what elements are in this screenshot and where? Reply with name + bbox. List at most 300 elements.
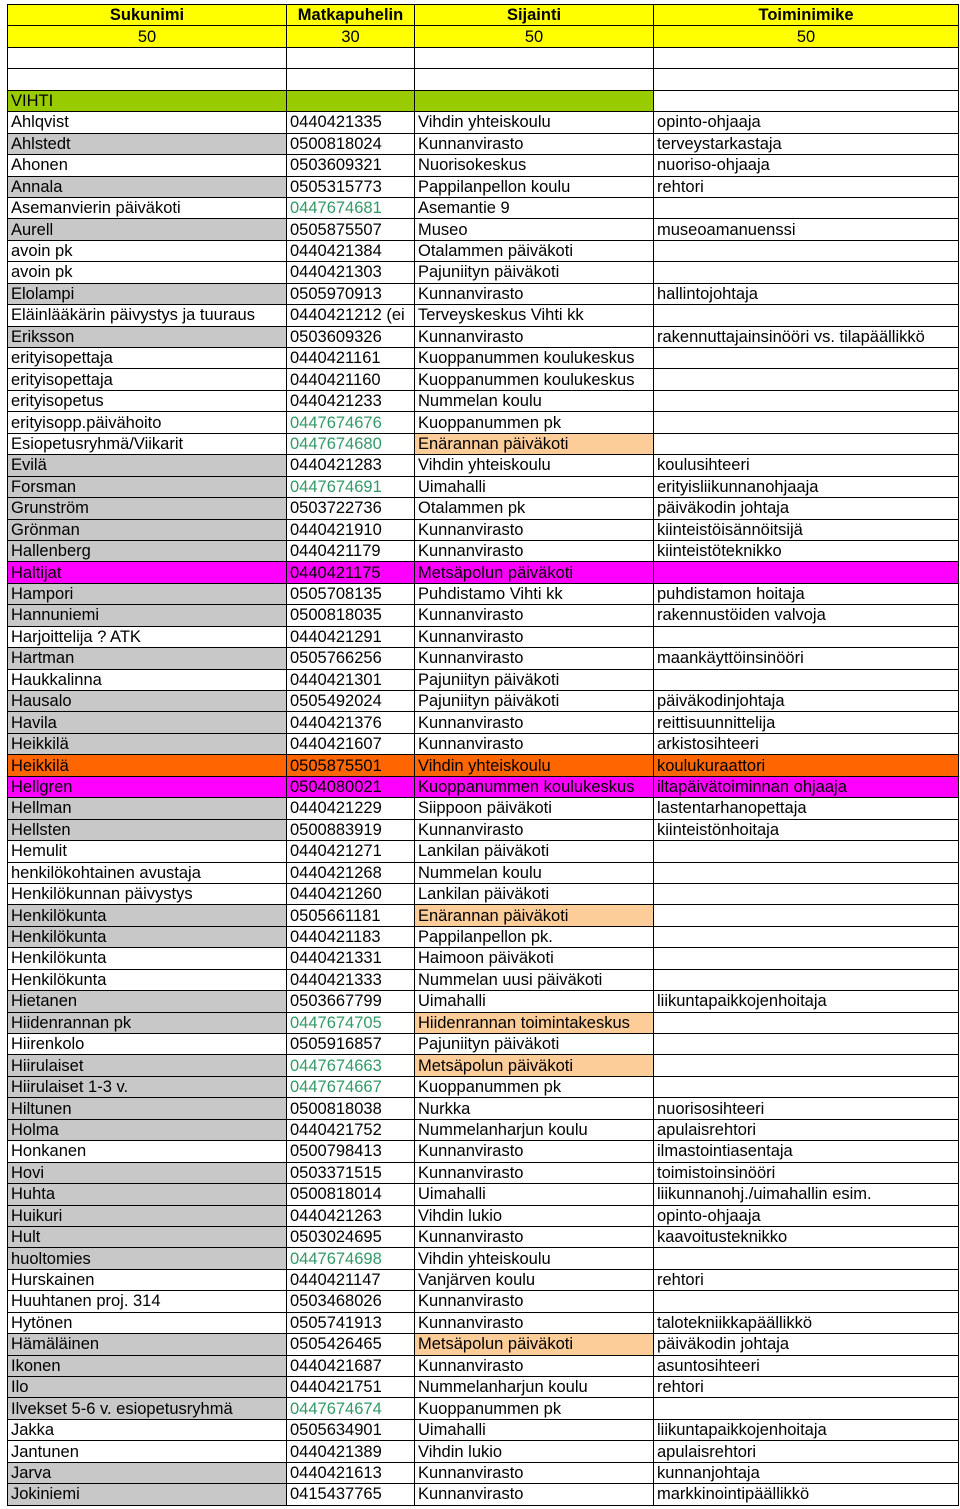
cell-sukunimi[interactable]: Ahlstedt bbox=[8, 133, 287, 154]
cell-sijainti[interactable]: Vihdin yhteiskoulu bbox=[415, 455, 654, 476]
cell-sijainti[interactable]: Kunnanvirasto bbox=[415, 1462, 654, 1483]
header-matkapuhelin[interactable]: Matkapuhelin bbox=[287, 5, 415, 26]
cell-matkapuhelin[interactable]: 0440421331 bbox=[287, 948, 415, 969]
cell-matkapuhelin[interactable]: 0440421233 bbox=[287, 390, 415, 411]
cell-matkapuhelin[interactable]: 0505634901 bbox=[287, 1419, 415, 1440]
cell-sukunimi[interactable]: Hampori bbox=[8, 583, 287, 604]
cell-sijainti[interactable]: Nummelan koulu bbox=[415, 862, 654, 883]
cell-toiminimike[interactable]: lastentarhanopettaja bbox=[654, 798, 959, 819]
cell-sijainti[interactable]: Kunnanvirasto bbox=[415, 648, 654, 669]
cell-toiminimike[interactable]: terveystarkastaja bbox=[654, 133, 959, 154]
cell-toiminimike[interactable]: päiväkodin johtaja bbox=[654, 1334, 959, 1355]
cell-sijainti[interactable]: Kunnanvirasto bbox=[415, 1355, 654, 1376]
cell-sijainti[interactable]: Kunnanvirasto bbox=[415, 1226, 654, 1247]
cell-toiminimike[interactable]: hallintojohtaja bbox=[654, 283, 959, 304]
cell-toiminimike[interactable]: rehtori bbox=[654, 1377, 959, 1398]
cell-toiminimike[interactable]: liikunnanohj./uimahallin esim. bbox=[654, 1184, 959, 1205]
cell-sukunimi[interactable]: Huuhtanen proj. 314 bbox=[8, 1291, 287, 1312]
cell-toiminimike[interactable] bbox=[654, 1012, 959, 1033]
cell-toiminimike[interactable]: iltapäivätoiminnan ohjaaja bbox=[654, 776, 959, 797]
cell-matkapuhelin[interactable]: 0440421183 bbox=[287, 926, 415, 947]
cell-matkapuhelin[interactable]: 0505766256 bbox=[287, 648, 415, 669]
cell-sukunimi[interactable]: Grönman bbox=[8, 519, 287, 540]
cell-sijainti[interactable]: Nurkka bbox=[415, 1098, 654, 1119]
width-sijainti[interactable]: 50 bbox=[415, 26, 654, 47]
table-row bbox=[8, 1269, 959, 1290]
cell-sijainti[interactable]: Nummelanharjun koulu bbox=[415, 1119, 654, 1140]
cell-sijainti[interactable]: Enärannan päiväkoti bbox=[415, 905, 654, 926]
cell-sukunimi[interactable]: Eriksson bbox=[8, 326, 287, 347]
cell-matkapuhelin[interactable]: 0440421160 bbox=[287, 369, 415, 390]
cell-sukunimi[interactable]: avoin pk bbox=[8, 262, 287, 283]
cell-sukunimi[interactable]: Eläinlääkärin päivystys ja tuuraus bbox=[8, 305, 287, 326]
cell-toiminimike[interactable] bbox=[654, 369, 959, 390]
table-row bbox=[8, 948, 959, 969]
cell-toiminimike[interactable] bbox=[654, 669, 959, 690]
cell-matkapuhelin[interactable]: 0447674681 bbox=[287, 197, 415, 218]
cell-sukunimi[interactable]: Jarva bbox=[8, 1462, 287, 1483]
cell-toiminimike[interactable]: puhdistamon hoitaja bbox=[654, 583, 959, 604]
cell-matkapuhelin[interactable]: 0440421212 (ei bbox=[287, 305, 415, 326]
cell-sukunimi[interactable]: Ilo bbox=[8, 1377, 287, 1398]
table-row bbox=[8, 1462, 959, 1483]
cell-toiminimike[interactable]: toimistoinsinööri bbox=[654, 1162, 959, 1183]
cell-sijainti[interactable]: Terveyskeskus Vihti kk bbox=[415, 305, 654, 326]
cell-sijainti[interactable]: Puhdistamo Vihti kk bbox=[415, 583, 654, 604]
cell-toiminimike[interactable]: rehtori bbox=[654, 1269, 959, 1290]
cell-sukunimi[interactable]: Hult bbox=[8, 1226, 287, 1247]
cell-toiminimike[interactable] bbox=[654, 841, 959, 862]
cell-sukunimi[interactable]: Hiirenkolo bbox=[8, 1034, 287, 1055]
empty-cell[interactable] bbox=[287, 90, 415, 111]
cell-matkapuhelin[interactable]: 0440421613 bbox=[287, 1462, 415, 1483]
cell-sukunimi[interactable]: Heikkilä bbox=[8, 755, 287, 776]
cell-matkapuhelin[interactable]: 0447674698 bbox=[287, 1248, 415, 1269]
cell-sukunimi[interactable]: Hellgren bbox=[8, 776, 287, 797]
table-row bbox=[8, 669, 959, 690]
cell-toiminimike[interactable] bbox=[654, 262, 959, 283]
width-toiminimike[interactable]: 50 bbox=[654, 26, 959, 47]
cell-sijainti[interactable]: Vihdin yhteiskoulu bbox=[415, 112, 654, 133]
table-row bbox=[8, 219, 959, 240]
cell-toiminimike[interactable] bbox=[654, 197, 959, 218]
cell-toiminimike[interactable] bbox=[654, 1076, 959, 1097]
cell-sijainti[interactable]: Haimoon päiväkoti bbox=[415, 948, 654, 969]
cell-toiminimike[interactable] bbox=[654, 948, 959, 969]
cell-sukunimi[interactable]: Hallenberg bbox=[8, 540, 287, 561]
cell-toiminimike[interactable] bbox=[654, 240, 959, 261]
cell-sukunimi[interactable]: Jantunen bbox=[8, 1441, 287, 1462]
cell-sijainti[interactable]: Kunnanvirasto bbox=[415, 133, 654, 154]
cell-sijainti[interactable]: Pappilanpellon pk. bbox=[415, 926, 654, 947]
cell-sukunimi[interactable]: Forsman bbox=[8, 476, 287, 497]
cell-toiminimike[interactable] bbox=[654, 562, 959, 583]
table-row bbox=[8, 412, 959, 433]
cell-matkapuhelin[interactable]: 0440421384 bbox=[287, 240, 415, 261]
cell-sukunimi[interactable]: Hartman bbox=[8, 648, 287, 669]
cell-sijainti[interactable]: Pappilanpellon koulu bbox=[415, 176, 654, 197]
cell-matkapuhelin[interactable]: 0503667799 bbox=[287, 991, 415, 1012]
table-row bbox=[8, 819, 959, 840]
cell-sijainti[interactable]: Kuoppanummen koulukeskus bbox=[415, 776, 654, 797]
cell-matkapuhelin[interactable]: 0440421687 bbox=[287, 1355, 415, 1376]
cell-matkapuhelin[interactable]: 0440421752 bbox=[287, 1119, 415, 1140]
cell-matkapuhelin[interactable]: 0440421175 bbox=[287, 562, 415, 583]
cell-toiminimike[interactable]: erityisliikunnanohjaaja bbox=[654, 476, 959, 497]
cell-sukunimi[interactable]: Holma bbox=[8, 1119, 287, 1140]
cell-matkapuhelin[interactable]: 0503024695 bbox=[287, 1226, 415, 1247]
cell-matkapuhelin[interactable]: 0503468026 bbox=[287, 1291, 415, 1312]
cell-toiminimike[interactable]: asuntosihteeri bbox=[654, 1355, 959, 1376]
empty-cell[interactable] bbox=[287, 69, 415, 90]
header-toiminimike[interactable]: Toiminimike bbox=[654, 5, 959, 26]
cell-sukunimi[interactable]: Hiidenrannan pk bbox=[8, 1012, 287, 1033]
cell-matkapuhelin[interactable]: 0440421303 bbox=[287, 262, 415, 283]
cell-sijainti[interactable]: Kunnanvirasto bbox=[415, 283, 654, 304]
header-sukunimi[interactable]: Sukunimi bbox=[8, 5, 287, 26]
cell-toiminimike[interactable]: talotekniikkapäällikkö bbox=[654, 1312, 959, 1333]
cell-matkapuhelin[interactable]: 0415437765 bbox=[287, 1484, 415, 1505]
cell-sukunimi[interactable]: Henkilökunta bbox=[8, 926, 287, 947]
cell-toiminimike[interactable] bbox=[654, 1291, 959, 1312]
cell-matkapuhelin[interactable]: 0440421147 bbox=[287, 1269, 415, 1290]
cell-toiminimike[interactable] bbox=[654, 926, 959, 947]
cell-sukunimi[interactable]: Aurell bbox=[8, 219, 287, 240]
cell-sijainti[interactable]: Nummelan uusi päiväkoti bbox=[415, 969, 654, 990]
cell-sukunimi[interactable]: Ikonen bbox=[8, 1355, 287, 1376]
cell-sukunimi[interactable]: Hiirulaiset 1-3 v. bbox=[8, 1076, 287, 1097]
cell-sijainti[interactable]: Kunnanvirasto bbox=[415, 519, 654, 540]
table-row bbox=[8, 1484, 959, 1505]
cell-toiminimike[interactable]: liikuntapaikkojenhoitaja bbox=[654, 1419, 959, 1440]
cell-sukunimi[interactable]: Hellman bbox=[8, 798, 287, 819]
cell-toiminimike[interactable]: kunnanjohtaja bbox=[654, 1462, 959, 1483]
cell-matkapuhelin[interactable]: 0505661181 bbox=[287, 905, 415, 926]
cell-sijainti[interactable]: Siippoon päiväkoti bbox=[415, 798, 654, 819]
empty-cell[interactable] bbox=[654, 90, 959, 111]
cell-toiminimike[interactable]: päiväkodinjohtaja bbox=[654, 691, 959, 712]
cell-toiminimike[interactable] bbox=[654, 883, 959, 904]
cell-sijainti[interactable]: Kunnanvirasto bbox=[415, 540, 654, 561]
cell-matkapuhelin[interactable]: 0440421268 bbox=[287, 862, 415, 883]
cell-matkapuhelin[interactable]: 0447674691 bbox=[287, 476, 415, 497]
cell-matkapuhelin[interactable]: 0440421260 bbox=[287, 883, 415, 904]
cell-toiminimike[interactable]: opinto-ohjaaja bbox=[654, 1205, 959, 1226]
cell-sijainti[interactable]: Metsäpolun päiväkoti bbox=[415, 562, 654, 583]
cell-sijainti[interactable]: Kunnanvirasto bbox=[415, 819, 654, 840]
cell-toiminimike[interactable]: liikuntapaikkojenhoitaja bbox=[654, 991, 959, 1012]
cell-sukunimi[interactable]: erityisopp.päivähoito bbox=[8, 412, 287, 433]
cell-sukunimi[interactable]: Henkilökunta bbox=[8, 969, 287, 990]
cell-matkapuhelin[interactable]: 0500818014 bbox=[287, 1184, 415, 1205]
cell-sijainti[interactable]: Pajuniityn päiväkoti bbox=[415, 691, 654, 712]
table-row bbox=[8, 841, 959, 862]
cell-matkapuhelin[interactable]: 0505875507 bbox=[287, 219, 415, 240]
cell-sukunimi[interactable]: Harjoittelija ? ATK bbox=[8, 626, 287, 647]
cell-sukunimi[interactable]: Grunström bbox=[8, 498, 287, 519]
cell-sijainti[interactable]: Kunnanvirasto bbox=[415, 712, 654, 733]
cell-sukunimi[interactable]: Havila bbox=[8, 712, 287, 733]
cell-toiminimike[interactable]: rakennustöiden valvoja bbox=[654, 605, 959, 626]
cell-sukunimi[interactable]: Hausalo bbox=[8, 691, 287, 712]
cell-matkapuhelin[interactable]: 0505492024 bbox=[287, 691, 415, 712]
cell-sukunimi[interactable]: Henkilökunnan päivystys bbox=[8, 883, 287, 904]
cell-matkapuhelin[interactable]: 0440421271 bbox=[287, 841, 415, 862]
cell-sukunimi[interactable]: Huikuri bbox=[8, 1205, 287, 1226]
cell-toiminimike[interactable]: nuoriso-ohjaaja bbox=[654, 155, 959, 176]
cell-matkapuhelin[interactable]: 0505741913 bbox=[287, 1312, 415, 1333]
cell-matkapuhelin[interactable]: 0505315773 bbox=[287, 176, 415, 197]
cell-toiminimike[interactable]: kiinteistöteknikko bbox=[654, 540, 959, 561]
cell-toiminimike[interactable]: apulaisrehtori bbox=[654, 1119, 959, 1140]
cell-matkapuhelin[interactable]: 0500818035 bbox=[287, 605, 415, 626]
cell-sijainti[interactable]: Hiidenrannan toimintakeskus bbox=[415, 1012, 654, 1033]
table-row bbox=[8, 991, 959, 1012]
cell-toiminimike[interactable]: reittisuunnittelija bbox=[654, 712, 959, 733]
cell-toiminimike[interactable]: kaavoitusteknikko bbox=[654, 1226, 959, 1247]
cell-matkapuhelin[interactable]: 0447674676 bbox=[287, 412, 415, 433]
cell-matkapuhelin[interactable]: 0503609321 bbox=[287, 155, 415, 176]
section-title[interactable]: VIHTI bbox=[8, 90, 287, 111]
cell-sijainti[interactable]: Kunnanvirasto bbox=[415, 733, 654, 754]
cell-matkapuhelin[interactable]: 0500798413 bbox=[287, 1141, 415, 1162]
table-row bbox=[8, 540, 959, 561]
cell-matkapuhelin[interactable]: 0440421607 bbox=[287, 733, 415, 754]
cell-sijainti[interactable]: Metsäpolun päiväkoti bbox=[415, 1334, 654, 1355]
cell-toiminimike[interactable] bbox=[654, 862, 959, 883]
cell-matkapuhelin[interactable]: 0505426465 bbox=[287, 1334, 415, 1355]
cell-sukunimi[interactable]: henkilökohtainen avustaja bbox=[8, 862, 287, 883]
cell-toiminimike[interactable]: markkinointipäällikkö bbox=[654, 1484, 959, 1505]
cell-sijainti[interactable]: Nuorisokeskus bbox=[415, 155, 654, 176]
table-row bbox=[8, 1248, 959, 1269]
cell-sukunimi[interactable]: Haukkalinna bbox=[8, 669, 287, 690]
cell-toiminimike[interactable]: kiinteistönhoitaja bbox=[654, 819, 959, 840]
cell-toiminimike[interactable]: rehtori bbox=[654, 176, 959, 197]
cell-matkapuhelin[interactable]: 0505916857 bbox=[287, 1034, 415, 1055]
cell-matkapuhelin[interactable]: 0447674680 bbox=[287, 433, 415, 454]
cell-matkapuhelin[interactable]: 0500883919 bbox=[287, 819, 415, 840]
cell-matkapuhelin[interactable]: 0505708135 bbox=[287, 583, 415, 604]
cell-matkapuhelin[interactable]: 0440421751 bbox=[287, 1377, 415, 1398]
cell-toiminimike[interactable]: rakennuttajainsinööri vs. tilapäällikkö bbox=[654, 326, 959, 347]
cell-toiminimike[interactable] bbox=[654, 626, 959, 647]
cell-sijainti[interactable]: Museo bbox=[415, 219, 654, 240]
cell-sijainti[interactable]: Kunnanvirasto bbox=[415, 1291, 654, 1312]
cell-matkapuhelin[interactable]: 0440421179 bbox=[287, 540, 415, 561]
cell-sijainti[interactable]: Kuoppanummen pk bbox=[415, 1076, 654, 1097]
cell-sukunimi[interactable]: erityisopettaja bbox=[8, 369, 287, 390]
table-row bbox=[8, 648, 959, 669]
cell-toiminimike[interactable] bbox=[654, 348, 959, 369]
cell-toiminimike[interactable]: opinto-ohjaaja bbox=[654, 112, 959, 133]
cell-matkapuhelin[interactable]: 0447674674 bbox=[287, 1398, 415, 1419]
cell-sijainti[interactable]: Otalammen päiväkoti bbox=[415, 240, 654, 261]
cell-toiminimike[interactable]: koulusihteeri bbox=[654, 455, 959, 476]
cell-sijainti[interactable]: Nummelan koulu bbox=[415, 390, 654, 411]
cell-sijainti[interactable]: Vihdin lukio bbox=[415, 1205, 654, 1226]
cell-sijainti[interactable]: Enärannan päiväkoti bbox=[415, 433, 654, 454]
cell-matkapuhelin[interactable]: 0500818024 bbox=[287, 133, 415, 154]
cell-toiminimike[interactable] bbox=[654, 905, 959, 926]
table-row bbox=[8, 1055, 959, 1076]
cell-toiminimike[interactable]: koulukuraattori bbox=[654, 755, 959, 776]
cell-sijainti[interactable]: Kunnanvirasto bbox=[415, 1484, 654, 1505]
cell-sijainti[interactable]: Vihdin yhteiskoulu bbox=[415, 755, 654, 776]
cell-sukunimi[interactable]: Hietanen bbox=[8, 991, 287, 1012]
cell-sijainti[interactable]: Lankilan päiväkoti bbox=[415, 883, 654, 904]
cell-sukunimi[interactable]: Henkilökunta bbox=[8, 905, 287, 926]
cell-sukunimi[interactable]: avoin pk bbox=[8, 240, 287, 261]
cell-toiminimike[interactable] bbox=[654, 1034, 959, 1055]
cell-matkapuhelin[interactable]: 0440421376 bbox=[287, 712, 415, 733]
empty-cell[interactable] bbox=[415, 90, 654, 111]
cell-matkapuhelin[interactable]: 0440421291 bbox=[287, 626, 415, 647]
width-sukunimi[interactable]: 50 bbox=[8, 26, 287, 47]
cell-matkapuhelin[interactable]: 0504080021 bbox=[287, 776, 415, 797]
cell-toiminimike[interactable] bbox=[654, 969, 959, 990]
cell-sukunimi[interactable]: Hellsten bbox=[8, 819, 287, 840]
cell-sukunimi[interactable]: Haltijat bbox=[8, 562, 287, 583]
cell-sukunimi[interactable]: Ilvekset 5-6 v. esiopetusryhmä bbox=[8, 1398, 287, 1419]
cell-sukunimi[interactable]: huoltomies bbox=[8, 1248, 287, 1269]
cell-sijainti[interactable]: Kunnanvirasto bbox=[415, 1312, 654, 1333]
cell-toiminimike[interactable]: museoamanuenssi bbox=[654, 219, 959, 240]
cell-matkapuhelin[interactable]: 0440421301 bbox=[287, 669, 415, 690]
cell-toiminimike[interactable]: maankäyttöinsinööri bbox=[654, 648, 959, 669]
cell-sijainti[interactable]: Kunnanvirasto bbox=[415, 1141, 654, 1162]
table-row bbox=[8, 1291, 959, 1312]
cell-toiminimike[interactable]: kiinteistöisännöitsijä bbox=[654, 519, 959, 540]
cell-sukunimi[interactable]: Annala bbox=[8, 176, 287, 197]
cell-matkapuhelin[interactable]: 0447674663 bbox=[287, 1055, 415, 1076]
cell-sijainti[interactable]: Metsäpolun päiväkoti bbox=[415, 1055, 654, 1076]
cell-toiminimike[interactable] bbox=[654, 390, 959, 411]
cell-sukunimi[interactable]: Jokiniemi bbox=[8, 1484, 287, 1505]
cell-sijainti[interactable]: Nummelanharjun koulu bbox=[415, 1377, 654, 1398]
cell-sukunimi[interactable]: Jakka bbox=[8, 1419, 287, 1440]
empty-cell[interactable] bbox=[415, 47, 654, 68]
cell-matkapuhelin[interactable]: 0505970913 bbox=[287, 283, 415, 304]
cell-sukunimi[interactable]: Hämäläinen bbox=[8, 1334, 287, 1355]
cell-matkapuhelin[interactable]: 0440421161 bbox=[287, 348, 415, 369]
cell-sijainti[interactable]: Kuoppanummen pk bbox=[415, 1398, 654, 1419]
cell-sijainti[interactable]: Uimahalli bbox=[415, 1184, 654, 1205]
empty-cell[interactable] bbox=[654, 47, 959, 68]
cell-sukunimi[interactable]: Henkilökunta bbox=[8, 948, 287, 969]
cell-matkapuhelin[interactable]: 0440421335 bbox=[287, 112, 415, 133]
cell-toiminimike[interactable] bbox=[654, 305, 959, 326]
empty-cell[interactable] bbox=[415, 69, 654, 90]
cell-sijainti[interactable]: Vanjärven koulu bbox=[415, 1269, 654, 1290]
table-row bbox=[8, 712, 959, 733]
width-matkapuhelin[interactable]: 30 bbox=[287, 26, 415, 47]
cell-matkapuhelin[interactable]: 0500818038 bbox=[287, 1098, 415, 1119]
cell-sukunimi[interactable]: Esiopetusryhmä/Viikarit bbox=[8, 433, 287, 454]
cell-sijainti[interactable]: Uimahalli bbox=[415, 476, 654, 497]
cell-matkapuhelin[interactable]: 0447674667 bbox=[287, 1076, 415, 1097]
cell-toiminimike[interactable] bbox=[654, 412, 959, 433]
cell-toiminimike[interactable] bbox=[654, 433, 959, 454]
cell-toiminimike[interactable] bbox=[654, 1248, 959, 1269]
cell-matkapuhelin[interactable]: 0505875501 bbox=[287, 755, 415, 776]
cell-toiminimike[interactable]: arkistosihteeri bbox=[654, 733, 959, 754]
cell-sukunimi[interactable]: Heikkilä bbox=[8, 733, 287, 754]
cell-sukunimi[interactable]: Elolampi bbox=[8, 283, 287, 304]
cell-sijainti[interactable]: Vihdin lukio bbox=[415, 1441, 654, 1462]
cell-matkapuhelin[interactable]: 0503371515 bbox=[287, 1162, 415, 1183]
cell-toiminimike[interactable]: ilmastointiasentaja bbox=[654, 1141, 959, 1162]
cell-sijainti[interactable]: Uimahalli bbox=[415, 1419, 654, 1440]
empty-cell[interactable] bbox=[8, 69, 287, 90]
cell-sukunimi[interactable]: Hiltunen bbox=[8, 1098, 287, 1119]
cell-sijainti[interactable]: Kunnanvirasto bbox=[415, 605, 654, 626]
cell-sijainti[interactable]: Asemantie 9 bbox=[415, 197, 654, 218]
cell-matkapuhelin[interactable]: 0440421283 bbox=[287, 455, 415, 476]
cell-matkapuhelin[interactable]: 0447674705 bbox=[287, 1012, 415, 1033]
table-row bbox=[8, 326, 959, 347]
empty-cell[interactable] bbox=[654, 69, 959, 90]
cell-sukunimi[interactable]: Huhta bbox=[8, 1184, 287, 1205]
cell-matkapuhelin[interactable]: 0440421229 bbox=[287, 798, 415, 819]
cell-sukunimi[interactable]: Hurskainen bbox=[8, 1269, 287, 1290]
cell-sijainti[interactable]: Kunnanvirasto bbox=[415, 626, 654, 647]
empty-cell[interactable] bbox=[8, 47, 287, 68]
cell-sukunimi[interactable]: Evilä bbox=[8, 455, 287, 476]
cell-sukunimi[interactable]: Hytönen bbox=[8, 1312, 287, 1333]
cell-sijainti[interactable]: Otalammen pk bbox=[415, 498, 654, 519]
cell-sijainti[interactable]: Kuoppanummen pk bbox=[415, 412, 654, 433]
blank-row bbox=[8, 69, 959, 90]
cell-matkapuhelin[interactable]: 0503722736 bbox=[287, 498, 415, 519]
cell-matkapuhelin[interactable]: 0503609326 bbox=[287, 326, 415, 347]
cell-sukunimi[interactable]: Hovi bbox=[8, 1162, 287, 1183]
cell-toiminimike[interactable] bbox=[654, 1055, 959, 1076]
cell-matkapuhelin[interactable]: 0440421333 bbox=[287, 969, 415, 990]
cell-sijainti[interactable]: Pajuniityn päiväkoti bbox=[415, 1034, 654, 1055]
cell-sukunimi[interactable]: Hemulit bbox=[8, 841, 287, 862]
cell-toiminimike[interactable]: apulaisrehtori bbox=[654, 1441, 959, 1462]
table-row bbox=[8, 1377, 959, 1398]
cell-sijainti[interactable]: Pajuniityn päiväkoti bbox=[415, 669, 654, 690]
cell-toiminimike[interactable]: nuorisosihteeri bbox=[654, 1098, 959, 1119]
cell-sukunimi[interactable]: Ahonen bbox=[8, 155, 287, 176]
cell-sukunimi[interactable]: Ahlqvist bbox=[8, 112, 287, 133]
cell-sijainti[interactable]: Lankilan päiväkoti bbox=[415, 841, 654, 862]
empty-cell[interactable] bbox=[287, 47, 415, 68]
cell-sukunimi[interactable]: Asemanvierin päiväkoti bbox=[8, 197, 287, 218]
cell-sukunimi[interactable]: erityisopetus bbox=[8, 390, 287, 411]
cell-sijainti[interactable]: Uimahalli bbox=[415, 991, 654, 1012]
cell-toiminimike[interactable]: päiväkodin johtaja bbox=[654, 498, 959, 519]
cell-sukunimi[interactable]: erityisopettaja bbox=[8, 348, 287, 369]
cell-matkapuhelin[interactable]: 0440421910 bbox=[287, 519, 415, 540]
cell-sijainti[interactable]: Kunnanvirasto bbox=[415, 1162, 654, 1183]
header-sijainti[interactable]: Sijainti bbox=[415, 5, 654, 26]
cell-toiminimike[interactable] bbox=[654, 1398, 959, 1419]
cell-sukunimi[interactable]: Honkanen bbox=[8, 1141, 287, 1162]
cell-sijainti[interactable]: Pajuniityn päiväkoti bbox=[415, 262, 654, 283]
table-row bbox=[8, 1226, 959, 1247]
cell-sukunimi[interactable]: Hannuniemi bbox=[8, 605, 287, 626]
cell-matkapuhelin[interactable]: 0440421263 bbox=[287, 1205, 415, 1226]
cell-matkapuhelin[interactable]: 0440421389 bbox=[287, 1441, 415, 1462]
cell-sijainti[interactable]: Kuoppanummen koulukeskus bbox=[415, 348, 654, 369]
cell-sijainti[interactable]: Kunnanvirasto bbox=[415, 326, 654, 347]
cell-sijainti[interactable]: Vihdin yhteiskoulu bbox=[415, 1248, 654, 1269]
cell-sukunimi[interactable]: Hiirulaiset bbox=[8, 1055, 287, 1076]
cell-sijainti[interactable]: Kuoppanummen koulukeskus bbox=[415, 369, 654, 390]
